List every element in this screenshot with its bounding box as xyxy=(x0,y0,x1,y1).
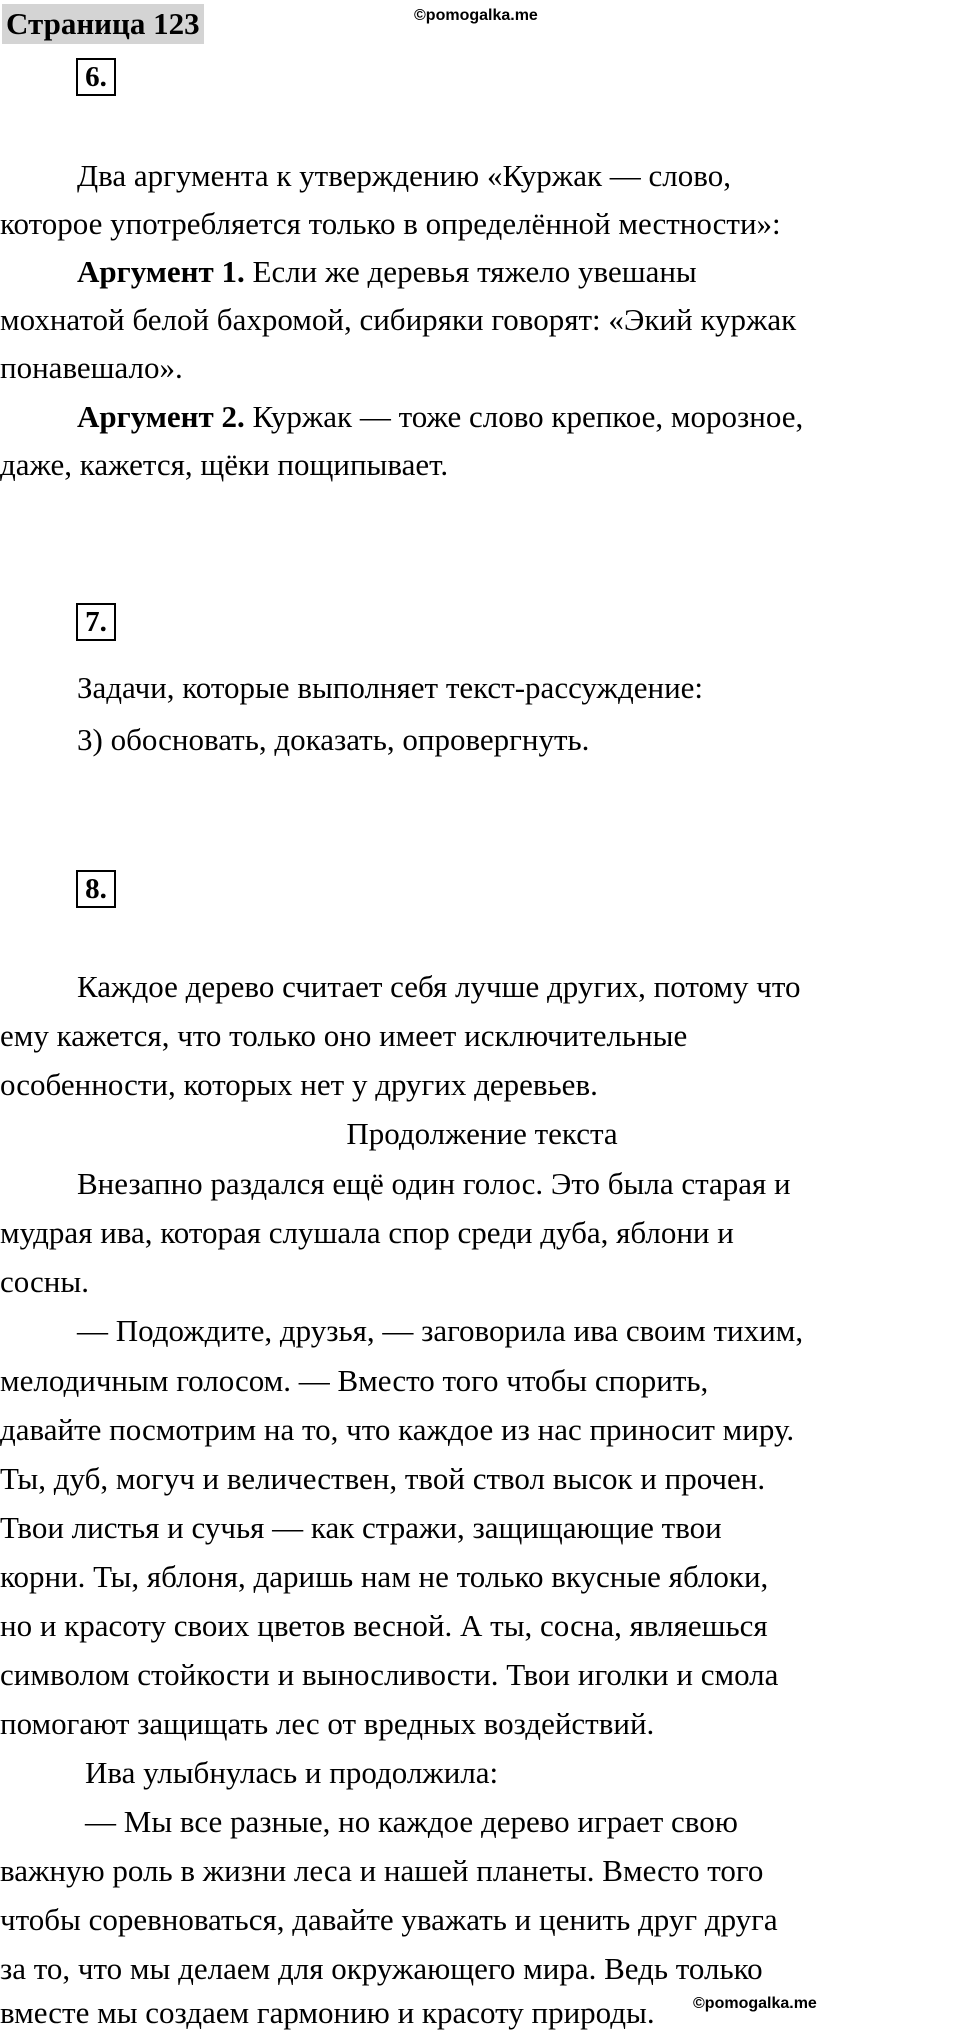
task-8-intro-line: ему кажется, что только оно имеет исключительные xyxy=(0,1018,688,1053)
story-line: — Мы все разные, но каждое дерево играет свою xyxy=(85,1804,738,1839)
task-8-intro-line: особенности, которых нет у других деревьев. xyxy=(0,1067,598,1102)
task-8-intro-line: Каждое дерево считает себя лучше других, потому что xyxy=(77,969,801,1004)
argument-1 xyxy=(77,248,697,296)
story-line: важную роль в жизни леса и нашей планеты. Вместо того xyxy=(0,1853,764,1888)
page-number-label: Страница 123 xyxy=(2,4,204,44)
argument-2-text: Куржак — тоже слово крепкое, морозное, xyxy=(244,399,804,434)
story-line: помогают защищать лес от вредных воздействий. xyxy=(0,1706,655,1741)
story-line: за то, что мы делаем для окружающего мира. Ведь только xyxy=(0,1951,763,1986)
story-line: вместе мы создаем гармонию и красоту природы. xyxy=(0,1995,655,2030)
task-8-number: 8. xyxy=(76,870,116,908)
story-line: Ива улыбнулась и продолжила: xyxy=(85,1755,499,1790)
task-6-line: которое употребляется только в определённой местности»: xyxy=(0,206,781,241)
story-line: Ты, дуб, могуч и величествен, твой ствол высок и прочен. xyxy=(0,1461,766,1496)
story-line: — Подождите, друзья, — заговорила ива своим тихим, xyxy=(77,1313,804,1348)
argument-2-label: Аргумент 2. xyxy=(77,399,245,434)
argument-1-text: Если же деревья тяжело увешаны xyxy=(244,254,697,289)
task-6-line: Два аргумента к утверждению «Куржак — слово, xyxy=(77,158,731,193)
story-line: символом стойкости и выносливости. Твои иголки и смола xyxy=(0,1657,779,1692)
task-7-line: 3) обосновать, доказать, опровергнуть. xyxy=(77,722,590,757)
continuation-heading: Продолжение текста xyxy=(346,1116,618,1151)
story-line: давайте посмотрим на то, что каждое из нас приносит миру. xyxy=(0,1412,795,1447)
task-7-line: Задачи, которые выполняет текст-рассуждение: xyxy=(77,670,704,705)
story-line: чтобы соревноваться, давайте уважать и ценить друг друга xyxy=(0,1902,778,1937)
argument-2 xyxy=(77,393,803,441)
argument-1-text: понавешало». xyxy=(0,350,183,385)
watermark-bottom: ©pomogalka.me xyxy=(693,1995,817,2012)
task-6-number: 6. xyxy=(76,58,116,96)
watermark-top: ©pomogalka.me xyxy=(414,7,538,24)
argument-2-text: даже, кажется, щёки пощипывает. xyxy=(0,447,449,482)
story-line: мелодичным голосом. — Вместо того чтобы спорить, xyxy=(0,1363,709,1398)
argument-1-label: Аргумент 1. xyxy=(77,254,245,289)
task-7-number: 7. xyxy=(76,603,116,641)
story-line: Твои листья и сучья — как стражи, защищающие твои xyxy=(0,1510,722,1545)
story-line: мудрая ива, которая слушала спор среди дуба, яблони и xyxy=(0,1215,734,1250)
story-line: но и красоту своих цветов весной. А ты, сосна, являешься xyxy=(0,1608,768,1643)
story-line: Внезапно раздался ещё один голос. Это была старая и xyxy=(77,1166,791,1201)
argument-1-text: мохнатой белой бахромой, сибиряки говорят: «Экий куржак xyxy=(0,302,797,337)
story-line: сосны. xyxy=(0,1264,89,1299)
story-line: корни. Ты, яблоня, даришь нам не только вкусные яблоки, xyxy=(0,1559,769,1594)
